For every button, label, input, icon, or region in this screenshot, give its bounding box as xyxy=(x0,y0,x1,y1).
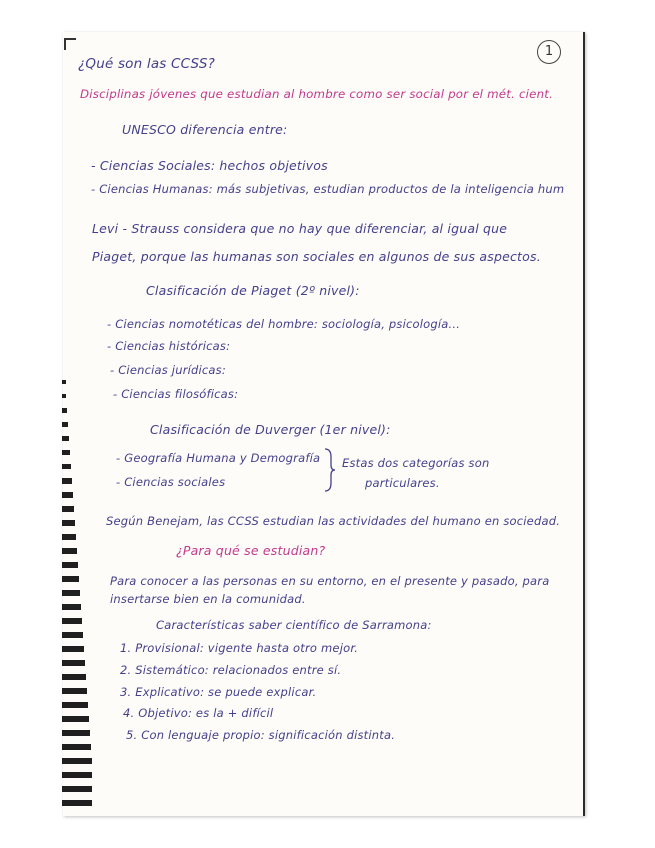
characteristics-item: 1. Provisional: vigente hasta otro mejor. xyxy=(120,641,359,655)
piaget-item: - Ciencias nomotéticas del hombre: sociología, psicología... xyxy=(107,317,461,331)
duverger-note-line-1: Estas dos categorías son xyxy=(342,456,490,470)
page-title: ¿Qué son las CCSS? xyxy=(78,56,215,72)
piaget-heading: Clasificación de Piaget (2º nivel): xyxy=(146,283,360,298)
corner-mark xyxy=(64,38,76,50)
levi-strauss-line-1: Levi - Strauss considera que no hay que diferenciar, al igual que xyxy=(92,221,508,236)
unesco-heading: UNESCO diferencia entre: xyxy=(122,122,288,137)
characteristics-item: 2. Sistemático: relacionados entre sí. xyxy=(120,663,342,677)
benejam-line: Según Benejam, las CCSS estudian las actividades del humano en sociedad. xyxy=(106,514,561,528)
piaget-item: - Ciencias jurídicas: xyxy=(110,363,226,377)
ciencias-humanas-item: - Ciencias Humanas: más subjetivas, estudian productos de la inteligencia hum xyxy=(91,182,565,196)
brace-icon xyxy=(322,447,336,493)
definition-line: Disciplinas jóvenes que estudian al hombre como ser social por el mét. cient. xyxy=(80,87,554,101)
piaget-item: - Ciencias históricas: xyxy=(107,339,231,353)
why-line-2: insertarse bien en la comunidad. xyxy=(110,592,306,606)
why-line-1: Para conocer a las personas en su entorno, en el presente y pasado, para xyxy=(110,574,550,588)
characteristics-item: 3. Explicativo: se puede explicar. xyxy=(120,685,317,699)
characteristics-item: 5. Con lenguaje propio: significación distinta. xyxy=(126,728,396,742)
page-number-badge: 1 xyxy=(537,40,561,64)
why-heading: ¿Para qué se estudian? xyxy=(176,543,326,558)
duverger-heading: Clasificación de Duverger (1er nivel): xyxy=(150,422,391,437)
ciencias-sociales-item: - Ciencias Sociales: hechos objetivos xyxy=(91,158,328,173)
duverger-note-line-2: particulares. xyxy=(365,476,440,490)
characteristics-item: 4. Objetivo: es la + difícil xyxy=(123,706,274,720)
spiral-binding xyxy=(60,380,94,820)
duverger-item: - Geografía Humana y Demografía xyxy=(116,451,321,465)
piaget-item: - Ciencias filosóficas: xyxy=(113,387,239,401)
duverger-item: - Ciencias sociales xyxy=(116,475,226,489)
characteristics-heading: Características saber científico de Sarramona: xyxy=(156,618,432,632)
levi-strauss-line-2: Piaget, porque las humanas son sociales en algunos de sus aspectos. xyxy=(92,249,541,264)
